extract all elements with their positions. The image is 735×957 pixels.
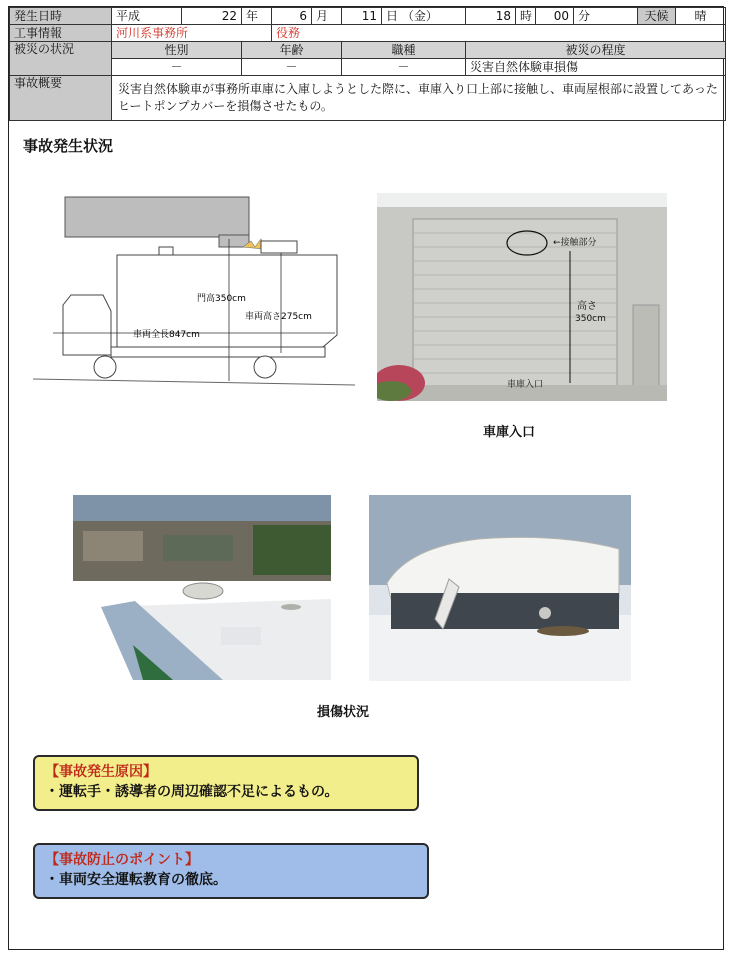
col-sex: 性別: [112, 42, 242, 59]
day: 11: [342, 8, 382, 25]
gate-height-label: 門高350cm: [197, 294, 246, 304]
minute-unit: 分: [574, 8, 638, 25]
cause-box: [33, 755, 419, 811]
entrance-label: 車庫入口: [507, 380, 544, 390]
weather: 晴: [676, 8, 726, 25]
gate-beam: [65, 197, 249, 237]
office-name: 河川系事務所: [112, 25, 272, 42]
summary-label: 事故概要: [10, 76, 112, 121]
weekday: （金）: [401, 8, 438, 23]
damage-photo-cover: [369, 495, 631, 681]
sex-value: －: [112, 59, 242, 76]
victim-label: 被災の状況: [10, 42, 112, 76]
front-wheel: [94, 356, 116, 378]
garage-photo: [377, 193, 667, 401]
year-unit: 年: [242, 8, 272, 25]
roof-unit: [261, 241, 297, 253]
vehicle-length-label: 車両全長847cm: [133, 330, 200, 340]
row-work: [10, 25, 726, 42]
prevention-box: [33, 843, 429, 899]
occurred-label: 発生日時: [10, 8, 112, 25]
hour-unit: 時: [516, 8, 536, 25]
day-unit-text: 日: [386, 8, 399, 23]
section-title: 事故発生状況: [23, 137, 114, 155]
month-unit: 月: [312, 8, 342, 25]
contact-label: ←接触部分: [553, 238, 597, 248]
rear-wheel: [254, 356, 276, 378]
day-unit: [382, 8, 466, 25]
col-degree: 被災の程度: [466, 42, 726, 59]
header-table: [9, 7, 726, 121]
month: 6: [272, 8, 312, 25]
prevention-title: 【事故防止のポイント】: [45, 852, 199, 868]
hour: 18: [466, 8, 516, 25]
caption-garage: 車庫入口: [483, 425, 536, 440]
minute: 00: [536, 8, 574, 25]
truck-diagram: [29, 195, 359, 391]
ground-line: [33, 379, 355, 385]
work-type: 役務: [272, 25, 726, 42]
year: 22: [182, 8, 242, 25]
damage-photo-roof: [73, 495, 331, 680]
row-occurred: [10, 8, 726, 25]
gate-lip: [219, 235, 249, 247]
col-job: 職種: [342, 42, 466, 59]
roof-unit-small: [159, 247, 173, 255]
truck-chassis: [111, 347, 325, 357]
cause-title: 【事故発生原因】: [45, 764, 157, 780]
col-age: 年齢: [242, 42, 342, 59]
age-value: －: [242, 59, 342, 76]
report-page: [8, 6, 724, 950]
vehicle-height-label: 車両高さ275cm: [245, 312, 312, 322]
cause-text: ・運転手・誘導者の周辺確認不足によるもの。: [45, 784, 339, 800]
era: 平成: [112, 8, 182, 25]
row-victim-values: [10, 59, 726, 76]
job-value: －: [342, 59, 466, 76]
row-victim-head: [10, 42, 726, 59]
row-summary: [10, 76, 726, 121]
work-label: 工事情報: [10, 25, 112, 42]
prevention-text: ・車両安全運転教育の徹底。: [45, 872, 227, 888]
weather-label: 天候: [638, 8, 676, 25]
height-value: 350cm: [575, 314, 606, 324]
caption-damage: 損傷状況: [317, 705, 370, 720]
summary-text: 災害自然体験車が事務所車庫に入庫しようとした際に、車庫入り口上部に接触し、車両屋根部に設置してあったヒートポンプカバーを損傷させたもの。: [112, 76, 726, 121]
height-label: 高さ: [577, 301, 597, 312]
degree-value: 災害自然体験車損傷: [466, 59, 726, 76]
truck-cab: [63, 295, 111, 355]
